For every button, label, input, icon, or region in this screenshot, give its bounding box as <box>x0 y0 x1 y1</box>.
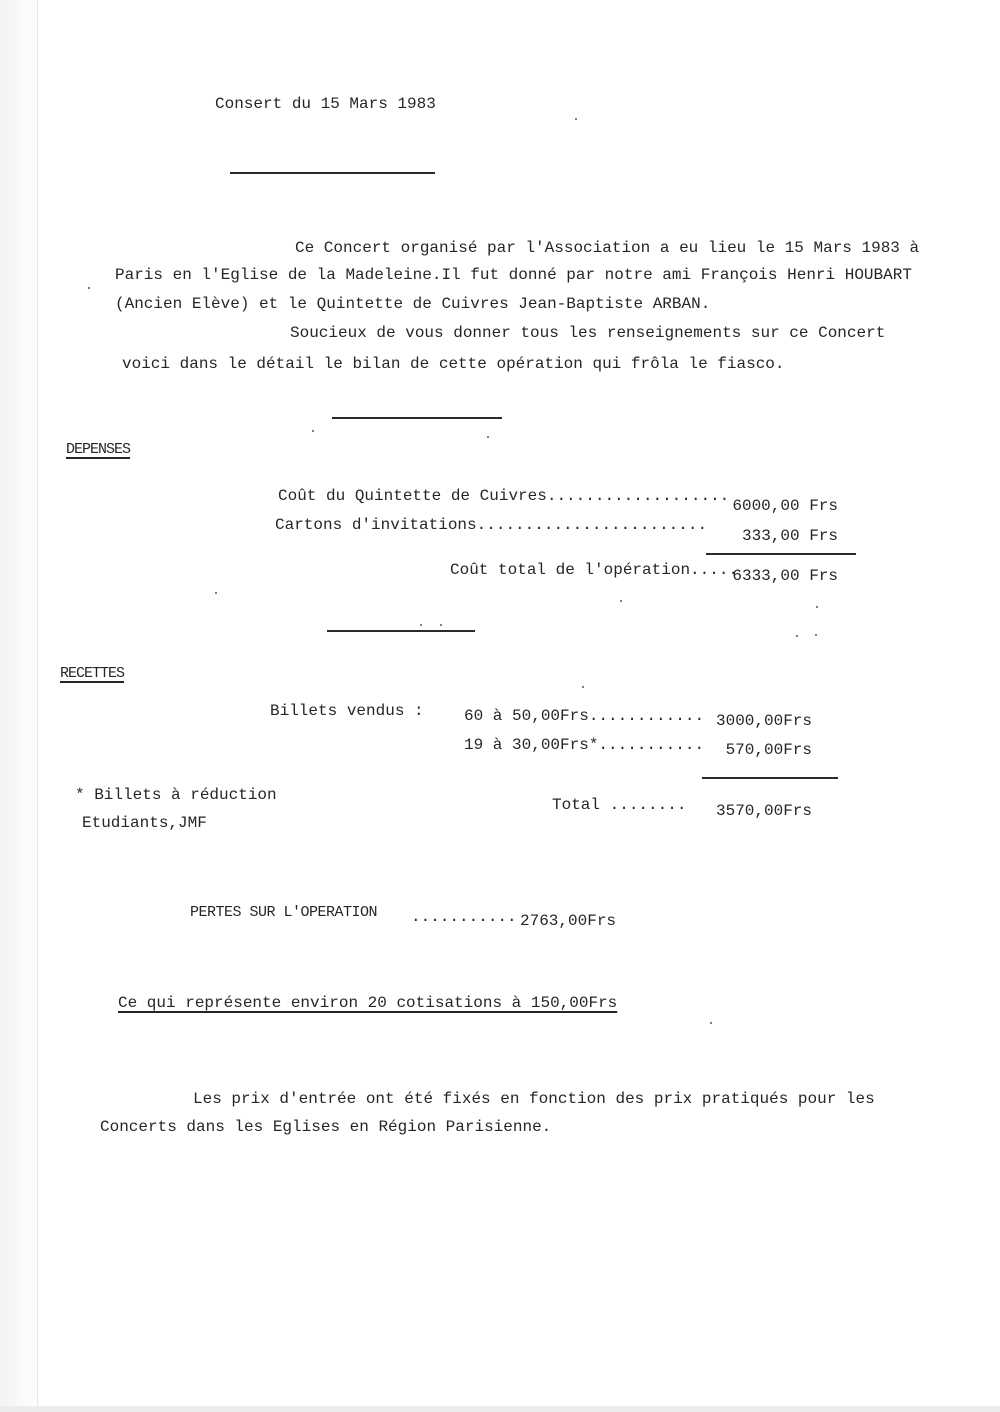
section-divider-1 <box>332 417 502 419</box>
scan-speck <box>582 686 584 688</box>
recettes-heading: RECETTES <box>60 665 125 682</box>
intro-line-4: Soucieux de vous donner tous les renseignements sur ce Concert <box>290 324 886 342</box>
tickets-sold-label: Billets vendus : <box>270 702 424 720</box>
document-title: Consert du 15 Mars 1983 <box>215 95 436 113</box>
closing-line-1: Les prix d'entrée ont été fixés en fonction des prix pratiqués pour les <box>193 1090 875 1108</box>
intro-line-3: (Ancien Elève) et le Quintette de Cuivres Jean-Baptiste ARBAN. <box>115 295 711 313</box>
depenses-total-rule <box>706 553 856 555</box>
intro-line-2: Paris en l'Eglise de la Madeleine.Il fut donné par notre ami François Henri HOUBART <box>115 266 912 284</box>
scan-speck <box>710 1022 712 1024</box>
scan-speck <box>487 436 489 438</box>
scan-edge-line <box>37 0 38 1412</box>
scan-speck <box>575 118 577 120</box>
depense-amount: 6000,00 Frs <box>732 497 838 515</box>
recette-line-label: 60 à 50,00Frs............ <box>464 707 705 725</box>
scan-speck <box>815 634 817 636</box>
scan-speck <box>215 592 217 594</box>
scan-speck <box>816 606 818 608</box>
intro-line-5: voici dans le détail le bilan de cette opération qui frôla le fiasco. <box>122 355 785 373</box>
depenses-total-label: Coût total de l'opération..... <box>450 561 739 579</box>
losses-amount: 2763,00Frs <box>520 912 617 930</box>
reduction-note-line-1: * Billets à réduction <box>75 786 277 804</box>
depenses-heading: DEPENSES <box>66 441 131 458</box>
depense-label: Cartons d'invitations........................ <box>275 516 708 534</box>
losses-dots: ........... <box>411 908 517 926</box>
section-divider-2 <box>327 630 475 632</box>
scan-speck <box>796 635 798 637</box>
closing-line-2: Concerts dans les Eglises en Région Parisienne. <box>100 1118 552 1136</box>
recettes-total-rule <box>702 777 838 779</box>
recettes-total-amount: 3570,00Frs <box>715 802 812 820</box>
scan-speck <box>88 287 90 289</box>
cotisations-note: Ce qui représente environ 20 cotisations à 150,00Frs <box>118 994 618 1012</box>
depense-label: Coût du Quintette de Cuivres................... <box>278 487 730 505</box>
depenses-total-amount: 6333,00 Frs <box>732 567 838 585</box>
scan-speck <box>620 600 622 602</box>
recette-line-amount: 570,00Frs <box>725 741 812 759</box>
depense-amount: 333,00 Frs <box>741 527 838 545</box>
losses-label: PERTES SUR L'OPERATION <box>190 904 378 921</box>
intro-line-1: Ce Concert organisé par l'Association a eu lieu le 15 Mars 1983 à <box>295 239 920 257</box>
scan-bottom-edge <box>0 1406 1000 1412</box>
recette-line-amount: 3000,00Frs <box>715 712 812 730</box>
scan-speck <box>420 624 422 626</box>
scan-speck <box>312 430 314 432</box>
scan-speck <box>440 624 442 626</box>
reduction-note-line-2: Etudiants,JMF <box>82 814 207 832</box>
recettes-total-label: Total ........ <box>552 796 687 814</box>
recette-line-label: 19 à 30,00Frs*........... <box>464 736 705 754</box>
title-divider <box>230 172 435 174</box>
scan-edge-shadow <box>0 0 40 1412</box>
